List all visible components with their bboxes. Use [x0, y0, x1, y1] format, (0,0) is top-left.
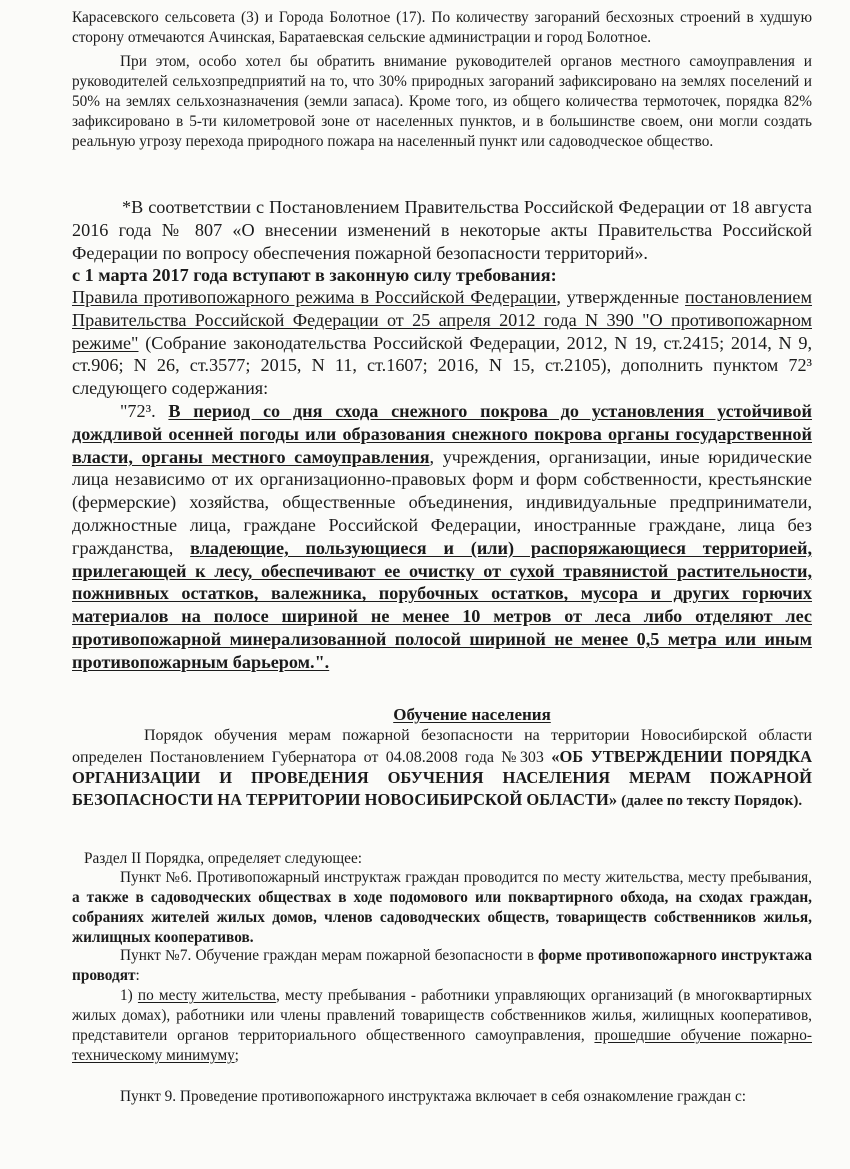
training-order-paragraph [72, 726, 812, 811]
item6-bold: а также в садоводческих обществах в ходе подомового или поквартирного обхода, на сходах граждан, собраниях жителей жилых домов, членов садоводческих обществ, товариществ собственников жилья, жилищных кооперативов. [72, 889, 812, 946]
rules-paragraph [72, 286, 812, 400]
section-2-intro: Раздел II Порядка, определяет следующее: [84, 850, 362, 867]
sub1-number: 1) [120, 987, 138, 1004]
rules-link: Правила противопожарного режима в Российской Федерации [72, 287, 557, 307]
rules-tail: (Собрание законодательства Российской Федерации, 2012, N 19, ст.2415; 2014, N 9, ст.906; N 26, ст.3577; 2015, N 11, ст.1607; 2016, N 15, ст.2105), дополнить пунктом 72³ следующего содержания: [72, 332, 812, 399]
item7-plain: Пункт №7. Обучение граждан мерам пожарной безопасности в [120, 947, 539, 964]
rules-mid: , утвержденные [556, 287, 686, 307]
sub1-place: по месту жительства [137, 987, 276, 1004]
resolution-link: постановлением Правительства Российской Федерации от 25 апреля 2012 года N 390 "О противопожарном режиме" [72, 287, 812, 353]
item6-plain: Пункт №6. Противопожарный инструктаж граждан проводится по месту жительства, месту пребывания, [120, 869, 812, 886]
decree-intro: *В соответствии с Постановлением Правительства Российской Федерации от 18 августа 2016 года № 807 «О внесении изменений в некоторые акты Правительства Российской Федерации по вопросу обеспечения пожарной безопасности территорий». [72, 197, 812, 263]
item-7 [72, 946, 812, 986]
clause-plain-entities: , учреждения, организации, иные юридические лица независимо от их организационно-правовых форм и форм собственности, крестьянские (фермерские) хозяйства, общественные объединения, индивидуальные предприниматели, должностные лица, граждане Российской Федерации, иностранные граждане, лица без гражданства, [72, 446, 812, 558]
clause-bold-authorities: В период со дня схода снежного покрова до установления устойчивой дождливой осенней погоды или образования снежного покрова органы государственной власти, органы местного самоуправления [72, 401, 812, 467]
sub1-mid: , месту пребывания - работники управляющих организаций (в многоквартирных жилых домах), работники или члены правлений товариществ собственников жилья, жилищных кооперативов, представители органов территориального общественного самоуправления, [72, 987, 812, 1044]
attention-paragraph: При этом, особо хотел бы обратить внимание руководителей органов местного самоуправления и руководителей сельхозпредприятий на то, что 30% природных загораний зафиксировано на землях поселений и 50% на землях сельхозназначения (земли запаса). Кроме того, из общего количества термоточек, порядка 82% зафиксировано в 5-ти километровой зоне от населенных пунктов, и в большинстве своем, они могли создать реальную угрозу перехода природного пожара на населенный пункт или садоводческое общество. [72, 53, 812, 150]
effective-date: с 1 марта 2017 года вступают в законную силу требования: [72, 265, 557, 285]
clause-bold-requirements: владеющие, пользующиеся и (или) распоряжающиеся территорией, прилегающей к лесу, обеспечивают ее очистку от сухой травянистой растительности, пожнивных остатков, валежника, порубочных остатков, мусора и других горючих материалов на полосе шириной не менее 10 метров от леса либо отделяют лес противопожарной минерализованной полосой шириной не менее 0,5 метра или иным противопожарным барьером.". [72, 537, 812, 672]
clause-number: "72³. [120, 401, 169, 421]
order-title: «ОБ УТВЕРЖДЕНИИ ПОРЯДКА ОРГАНИЗАЦИИ И ПРОВЕДЕНИЯ ОБУЧЕНИЯ НАСЕЛЕНИЯ МЕРАМ ПОЖАРНОЙ БЕЗОПАСНОСТИ НА ТЕРРИТОРИИ НОВОСИБИРСКОЙ ОБЛАСТИ» [72, 746, 812, 809]
sub1-training: прошедшие обучение пожарно-техническому минимуму [72, 1027, 812, 1064]
item-7-sub-1 [72, 986, 812, 1066]
item-6 [72, 868, 812, 948]
sub1-end: ; [234, 1047, 239, 1064]
order-plain: Порядок обучения мерам пожарной безопасности на территории Новосибирской области определен Постановлением Губернатора от 04.08.2008 года №303 [72, 727, 812, 766]
intro-paragraph: Карасевского сельсовета (3) и Города Болотное (17). По количеству загораний бесхозных строений в худшую сторону отмечаются Ачинская, Баратаевская сельские администрации и город Болотное. [72, 9, 812, 46]
clause-72-3 [72, 400, 812, 674]
order-abbr: (далее по тексту Порядок). [621, 792, 803, 809]
item7-bold: форме противопожарного инструктажа проводят [72, 947, 812, 984]
section-heading: Обучение населения [393, 705, 551, 724]
item-9: Пункт 9. Проведение противопожарного инструктажа включает в себя ознакомление граждан с: [120, 1088, 746, 1105]
item7-colon: : [135, 967, 140, 984]
